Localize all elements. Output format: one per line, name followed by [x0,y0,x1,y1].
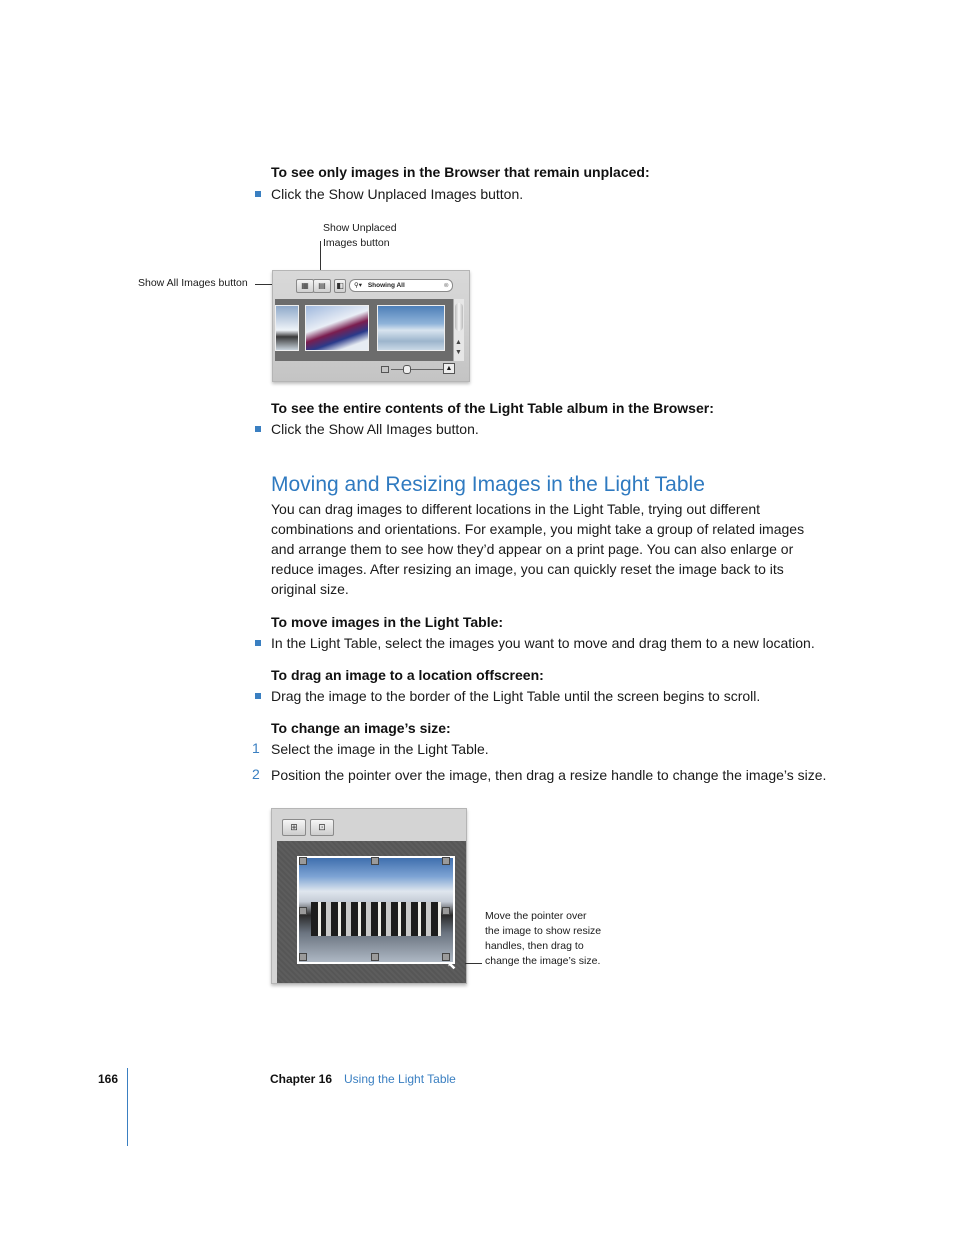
callout-line: Move the pointer over [485,910,587,922]
filter-button[interactable]: ◧ [334,279,346,293]
scrollbar-thumb[interactable] [455,303,463,331]
browser-toolbar [273,271,469,297]
scroll-down-arrow-icon[interactable]: ▼ [455,349,462,356]
paragraph-line: original size. [271,581,349,597]
step-text: Select the image in the Light Table. [271,741,489,757]
size-slider-track[interactable] [391,369,443,370]
scroll-up-arrow-icon[interactable]: ▲ [455,339,462,346]
bullet-text-offscreen: Drag the image to the border of the Light Table until the screen begins to scroll. [271,688,761,704]
resize-handle[interactable] [442,857,450,865]
step-text: Position the pointer over the image, then drag a resize handle to change the image’s size. [271,767,827,783]
paragraph-line: combinations and orientations. For example, you might take a group of related images [271,521,805,537]
search-value: Showing All [367,282,405,289]
paragraph-line: You can drag images to different locations in the Light Table, trying out different [271,501,761,517]
small-thumbnail-icon [381,366,389,373]
footer-divider [127,1068,128,1146]
resize-handle[interactable] [299,857,307,865]
penguins-image-detail [311,902,441,936]
resize-pointer-icon: ⬉ [447,960,457,972]
task-heading-unplaced: To see only images in the Browser that remain unplaced: [271,164,650,180]
callout-line: change the image’s size. [485,955,601,967]
bullet-marker [255,191,261,197]
task-heading-resize: To change an image’s size: [271,720,451,736]
callout-resize-handles [485,909,601,969]
paragraph-line: and arrange them to see how they’d appear on a print page. You can also enlarge or [271,541,794,557]
step-number: 2 [252,766,260,782]
browser-screenshot [272,270,470,382]
intro-paragraph [271,499,841,599]
bullet-text-move: In the Light Table, select the images you want to move and drag them to a new location. [271,635,815,651]
callout-all-images-button: Show All Images button [138,277,248,289]
vertical-scrollbar[interactable] [453,299,464,361]
resize-handle[interactable] [299,953,307,961]
resize-handle[interactable] [299,907,307,915]
light-table-tool-button[interactable]: ⊞ [282,819,306,836]
browser-image-strip [275,299,453,361]
size-slider-knob[interactable] [403,365,411,374]
resize-handle[interactable] [442,907,450,915]
resize-handle[interactable] [371,953,379,961]
show-all-images-button[interactable]: ▦ [296,279,314,293]
task-heading-move: To move images in the Light Table: [271,614,504,630]
callout-unplaced-button [323,221,397,251]
browser-bottom-bar [273,361,469,379]
bullet-marker [255,640,261,646]
bullet-text-unplaced: Click the Show Unplaced Images button. [271,186,524,202]
light-table-canvas[interactable] [277,841,466,983]
chapter-label: Chapter 16 [270,1072,333,1086]
callout-line: handles, then drag to [485,940,584,952]
step-number: 1 [252,740,260,756]
selected-image[interactable] [297,856,455,964]
bullet-text-all-images: Click the Show All Images button. [271,421,479,437]
task-heading-all-contents: To see the entire contents of the Light Table album in the Browser: [271,400,714,416]
show-unplaced-images-button[interactable]: ▤ [313,279,331,293]
search-field[interactable] [349,279,453,292]
bullet-marker [255,426,261,432]
image-thumbnail[interactable] [275,305,299,351]
clear-icon[interactable]: ⊗ [443,282,449,289]
light-table-screenshot [271,808,467,984]
light-table-tool-button[interactable]: ⊡ [310,819,334,836]
page-number: 166 [98,1072,119,1086]
paragraph-line: reduce images. After resizing an image, you can quickly reset the image back to its [271,561,784,577]
image-thumbnail[interactable] [305,305,369,351]
task-heading-offscreen: To drag an image to a location offscreen: [271,667,544,683]
large-thumbnail-icon: ▲ [443,363,455,374]
image-thumbnail[interactable] [377,305,445,351]
bullet-marker [255,693,261,699]
resize-handle[interactable] [371,857,379,865]
chapter-title: Using the Light Table [344,1072,456,1086]
callout-line: Show Unplaced [323,222,397,234]
section-title: Moving and Resizing Images in the Light Table [271,473,705,496]
callout-leader-line [465,963,482,964]
callout-line: the image to show resize [485,925,602,937]
search-icon: ⚲▾ [354,282,363,289]
callout-line: Images button [323,237,390,249]
